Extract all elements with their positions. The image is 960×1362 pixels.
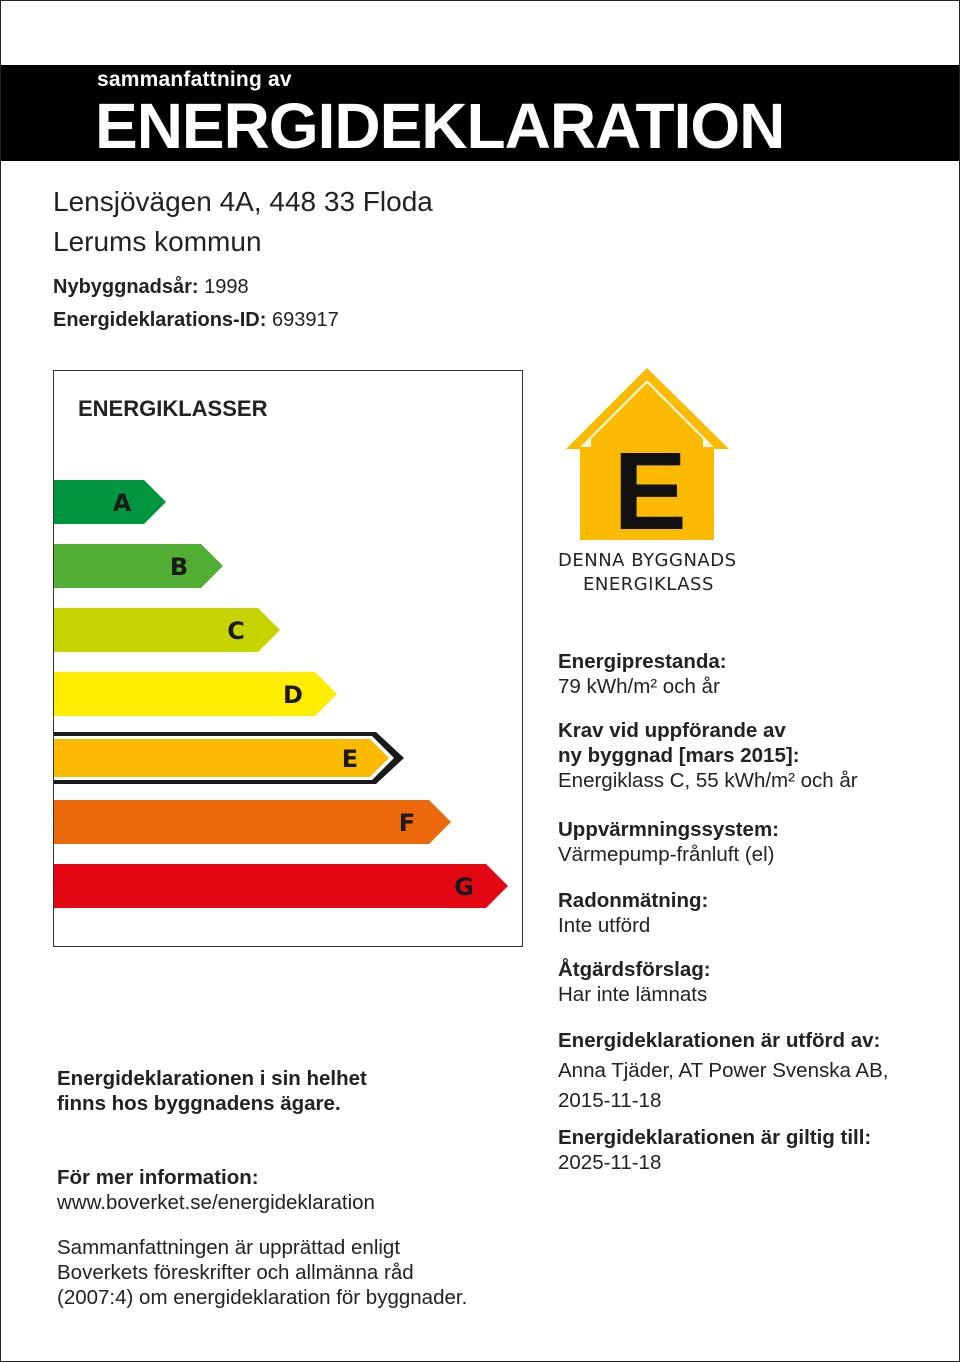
energy-class-letter: B bbox=[169, 553, 189, 581]
energy-class-letter: C bbox=[227, 617, 245, 645]
performed-by bbox=[558, 1028, 888, 1113]
measures-label: Åtgärdsförslag: bbox=[558, 958, 711, 981]
energy-classes-title: ENERGIKLASSER bbox=[78, 396, 268, 421]
energy-class-letter: G bbox=[454, 873, 474, 901]
energy-class-bar bbox=[54, 608, 280, 652]
legal-note bbox=[57, 1235, 467, 1310]
owner-note-line-2: finns hos byggnadens ägare. bbox=[57, 1092, 341, 1115]
legal-line-2: Boverkets föreskrifter och allmänna råd bbox=[57, 1261, 414, 1284]
more-info-label: För mer information: bbox=[57, 1166, 259, 1189]
energy-class-letter: F bbox=[398, 809, 416, 837]
declaration-id-label: Energideklarations-ID: bbox=[53, 309, 267, 331]
radon-label: Radonmätning: bbox=[558, 889, 709, 912]
radon-value: Inte utförd bbox=[558, 914, 651, 937]
energy-class-b bbox=[54, 544, 223, 588]
house-caption-line-2: ENERGIKLASS bbox=[583, 574, 714, 595]
energy-class-bar bbox=[54, 739, 389, 777]
more-info-url[interactable]: www.boverket.se/energideklaration bbox=[57, 1191, 375, 1214]
house-caption-line-1: DENNA BYGGNADS bbox=[558, 550, 737, 571]
energy-class-a bbox=[54, 480, 166, 524]
requirement-label-1: Krav vid uppförande av bbox=[558, 719, 786, 742]
energy-class-d bbox=[54, 672, 337, 716]
energy-performance-label: Energiprestanda: bbox=[558, 650, 727, 673]
energy-class-bar bbox=[54, 544, 223, 588]
energy-class-bar bbox=[54, 480, 166, 524]
proposed-measures bbox=[558, 957, 711, 1007]
more-info bbox=[57, 1165, 375, 1215]
performed-by-value: Anna Tjäder, AT Power Svenska AB, bbox=[558, 1059, 889, 1082]
heating-system-value: Värmepump-frånluft (el) bbox=[558, 843, 775, 866]
header-subtitle: sammanfattning av bbox=[97, 68, 292, 91]
performed-date: 2015-11-18 bbox=[558, 1089, 662, 1112]
radon-measurement bbox=[558, 888, 708, 938]
header-title: ENERGIDEKLARATION bbox=[95, 90, 785, 162]
declaration-id-value: 693917 bbox=[271, 309, 339, 331]
energy-performance bbox=[558, 649, 727, 699]
heating-system bbox=[558, 817, 779, 867]
building-class-letter: E bbox=[613, 430, 687, 545]
build-year-value: 1998 bbox=[204, 276, 249, 298]
energy-class-c bbox=[54, 608, 280, 652]
building-class-house-icon bbox=[560, 365, 735, 545]
build-year-label: Nybyggnadsår: bbox=[53, 276, 199, 298]
measures-value: Har inte lämnats bbox=[558, 983, 708, 1006]
energy-performance-value: 79 kWh/m² och år bbox=[558, 675, 720, 698]
energy-class-e bbox=[54, 732, 404, 784]
municipality: Lerums kommun bbox=[53, 226, 262, 257]
legal-line-3: (2007:4) om energideklaration för byggnader. bbox=[57, 1286, 468, 1309]
owner-note-line-1: Energideklarationen i sin helhet bbox=[57, 1067, 367, 1090]
address-line-1: Lensjövägen 4A, 448 33 Floda bbox=[53, 186, 433, 217]
valid-until-label: Energideklarationen är giltig till: bbox=[558, 1126, 872, 1149]
requirement-label-2: ny byggnad [mars 2015]: bbox=[558, 744, 800, 767]
valid-until-value: 2025-11-18 bbox=[558, 1151, 662, 1174]
energy-class-g bbox=[54, 864, 508, 908]
energy-class-f bbox=[54, 800, 451, 844]
owner-note bbox=[57, 1066, 367, 1116]
new-building-requirement bbox=[558, 718, 858, 793]
energy-class-letter: D bbox=[283, 681, 303, 709]
energy-class-bar bbox=[54, 864, 508, 908]
energy-class-bar bbox=[54, 800, 451, 844]
performed-by-label: Energideklarationen är utförd av: bbox=[558, 1029, 881, 1052]
valid-until bbox=[558, 1125, 871, 1175]
energy-class-letter: A bbox=[112, 489, 132, 517]
legal-line-1: Sammanfattningen är upprättad enligt bbox=[57, 1236, 401, 1259]
heating-system-label: Uppvärmningssystem: bbox=[558, 818, 780, 841]
requirement-value: Energiklass C, 55 kWh/m² och år bbox=[558, 769, 858, 792]
energy-class-letter: E bbox=[341, 745, 359, 773]
